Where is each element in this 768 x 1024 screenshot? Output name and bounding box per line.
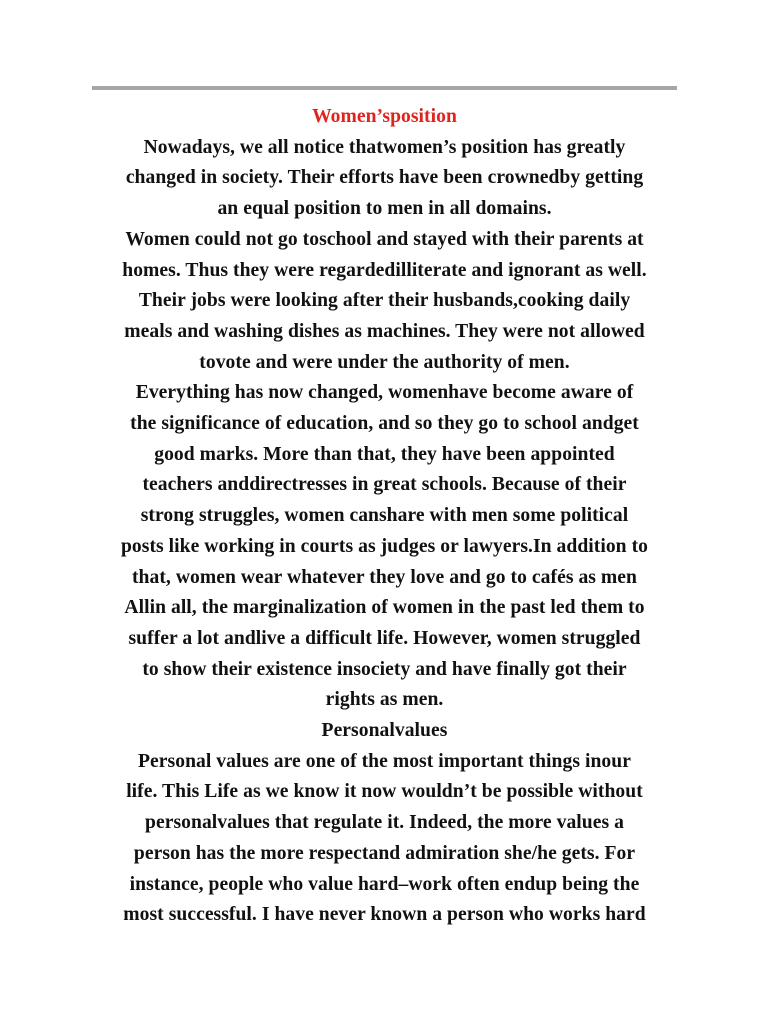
body-line: life. This Life as we know it now wouldn’t be possible without (126, 781, 643, 803)
body-line: strong struggles, women canshare with men some political (140, 505, 629, 527)
body-line: personalvalues that regulate it. Indeed, the more values a (145, 812, 624, 834)
body-line: Women could not go toschool and stayed with their parents at (125, 228, 644, 250)
body-line: homes. Thus they were regardedilliterate and ignorant as well. (122, 259, 647, 281)
body-line: tovote and were under the authority of men. (199, 351, 570, 373)
top-horizontal-rule (92, 86, 677, 90)
body-line: Nowadays, we all notice thatwomen’s position has greatly (143, 136, 626, 158)
body-line: meals and washing dishes as machines. They were not allowed (124, 320, 645, 342)
body-line: Their jobs were looking after their husbands,cooking daily (138, 290, 631, 312)
body-line: Everything has now changed, womenhave become aware of (135, 382, 634, 404)
body-line: suffer a lot andlive a difficult life. However, women struggled (128, 627, 641, 649)
body-line: posts like working in courts as judges or lawyers.In addition to (120, 535, 649, 557)
document-body (86, 102, 683, 931)
body-line: the significance of education, and so they go to school andget (130, 413, 639, 435)
body-line: good marks. More than that, they have been appointed (154, 443, 615, 465)
section-title-personal-values: Personalvalues (321, 720, 448, 742)
body-line: rights as men. (325, 689, 444, 711)
body-line: instance, people who value hard–work often endup being the (129, 873, 640, 895)
body-line: person has the more respectand admiration she/he gets. For (133, 842, 636, 864)
body-line: most successful. I have never known a person who works hard (123, 904, 646, 926)
body-line: Allin all, the marginalization of women in the past led them to (124, 597, 645, 619)
body-line: teachers anddirectresses in great schools. Because of their (142, 474, 627, 496)
body-line: Personal values are one of the most important things inour (138, 750, 631, 772)
body-line: to show their existence insociety and have finally got their (142, 658, 627, 680)
body-line: an equal position to men in all domains. (217, 198, 552, 220)
body-line: changed in society. Their efforts have been crownedby getting (125, 167, 644, 189)
section-title-womens-position: Women’sposition (312, 106, 457, 127)
body-line: that, women wear whatever they love and go to cafés as men (131, 566, 637, 588)
